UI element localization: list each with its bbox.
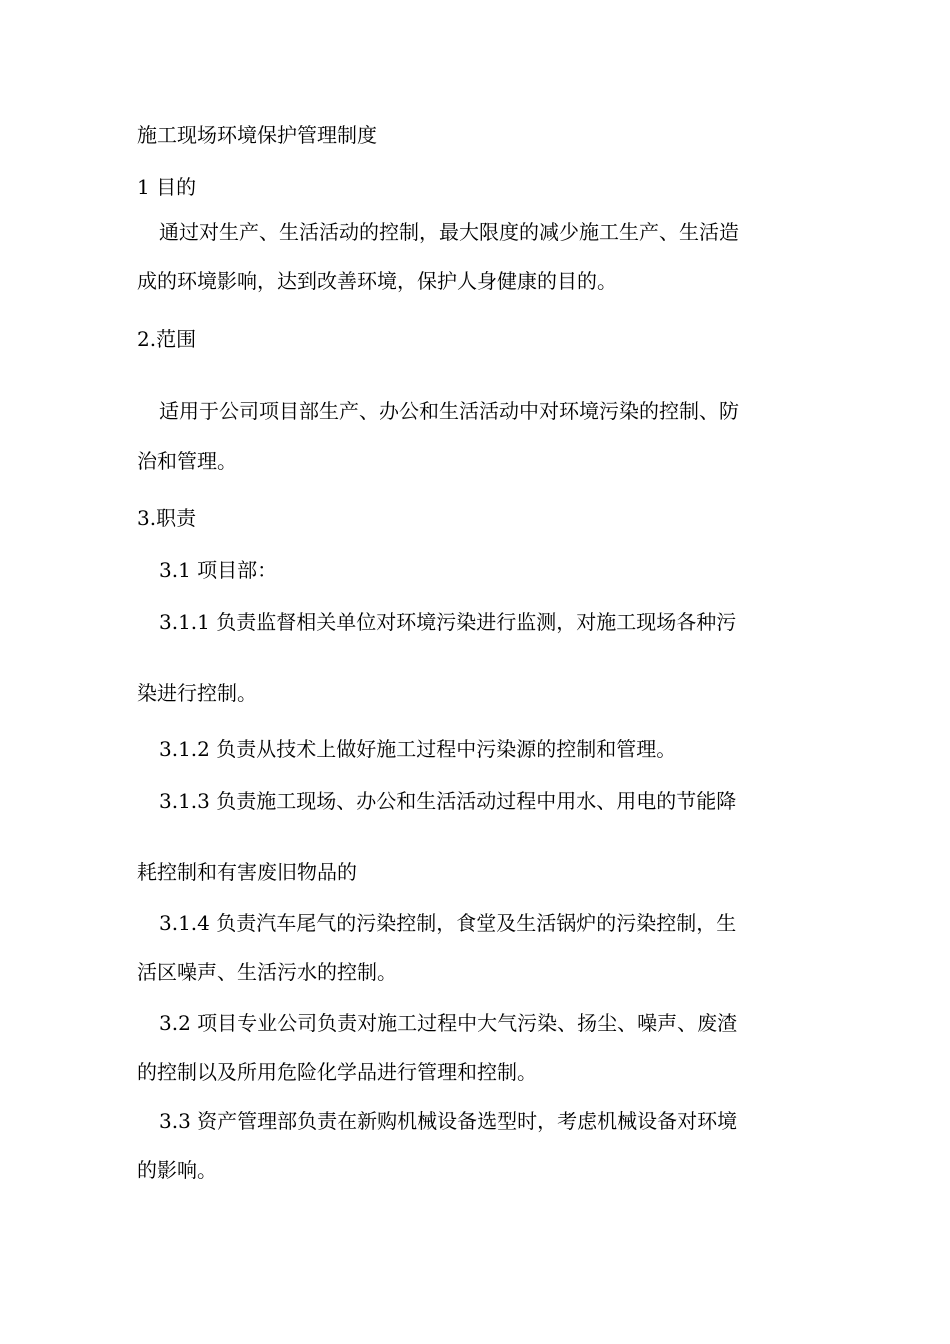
item-3-1-1-line-1: 3.1.1 负责监督相关单位对环境污染进行监测，对施工现场各种污 [159, 610, 737, 634]
document-title: 施工现场环境保护管理制度 [137, 123, 377, 147]
section-1-paragraph-line-2: 成的环境影响，达到改善环境，保护人身健康的目的。 [137, 269, 617, 293]
section-2-heading: 2.范围 [137, 327, 197, 351]
item-3-2-line-1: 3.2 项目专业公司负责对施工过程中大气污染、扬尘、噪声、废渣 [159, 1011, 738, 1035]
item-3-1-4-line-1: 3.1.4 负责汽车尾气的污染控制，食堂及生活锅炉的污染控制，生 [159, 911, 737, 935]
section-1-heading: 1 目的 [137, 175, 197, 199]
section-2-paragraph-line-1: 适用于公司项目部生产、办公和生活活动中对环境污染的控制、防 [159, 399, 739, 423]
item-3-1-2: 3.1.2 负责从技术上做好施工过程中污染源的控制和管理。 [159, 737, 677, 761]
item-3-1-4-line-2: 活区噪声、生活污水的控制。 [137, 960, 397, 984]
item-3-3-line-2: 的影响。 [137, 1158, 217, 1182]
item-3-1-3-line-2: 耗控制和有害废旧物品的 [137, 860, 357, 884]
item-3-3-line-1: 3.3 资产管理部负责在新购机械设备选型时，考虑机械设备对环境 [159, 1109, 738, 1133]
item-3-1-3-line-1: 3.1.3 负责施工现场、办公和生活活动过程中用水、用电的节能降 [159, 789, 737, 813]
section-3-heading: 3.职责 [137, 506, 197, 530]
item-3-1-1-line-2: 染进行控制。 [137, 681, 257, 705]
subsection-3-1-heading: 3.1 项目部： [159, 558, 278, 582]
section-1-paragraph-line-1: 通过对生产、生活活动的控制，最大限度的减少施工生产、生活造 [159, 220, 739, 244]
item-3-2-line-2: 的控制以及所用危险化学品进行管理和控制。 [137, 1060, 537, 1084]
section-2-paragraph-line-2: 治和管理。 [137, 449, 237, 473]
